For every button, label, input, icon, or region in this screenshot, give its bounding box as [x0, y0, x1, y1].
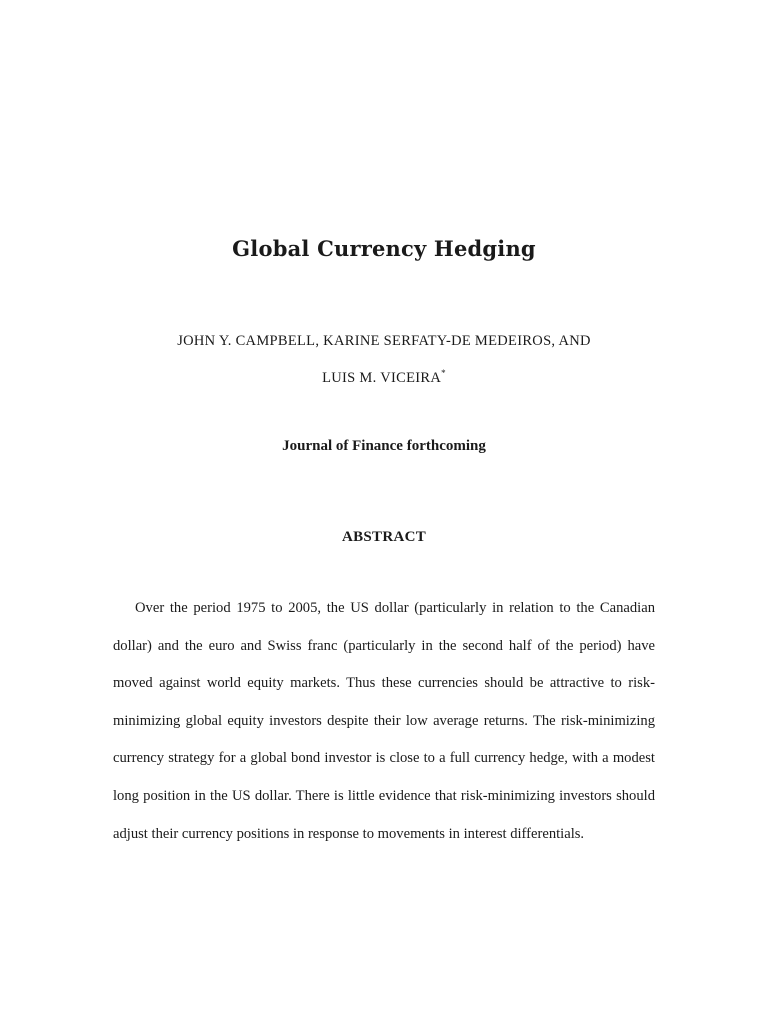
- footnote-mark: *: [441, 368, 446, 378]
- authors-line-1: JOHN Y. CAMPBELL, KARINE SERFATY-DE MEDEIROS, AND: [177, 333, 591, 349]
- abstract-heading: ABSTRACT: [341, 529, 427, 545]
- abstract-body: Over the period 1975 to 2005, the US dollar (particularly in relation to the Canadian dollar) and the euro and Swiss franc (particularly in the second half of the period) have moved against world equity markets. Thus these currencies should be attractive to risk-minimizing global equity investors despite their low average returns. The risk-minimizing currency strategy for a global bond investor is close to a full currency hedge, with a modest long position in the US dollar. There is little evidence that risk-minimizing investors should adjust their currency positions in response to movements in interest differentials.: [113, 600, 655, 842]
- journal-note: Journal of Finance forthcoming: [282, 438, 486, 454]
- authors-line-2: [0, 370, 768, 387]
- author-name: LUIS M. VICEIRA: [322, 370, 442, 386]
- paper-title: Global Currency Hedging: [232, 236, 536, 261]
